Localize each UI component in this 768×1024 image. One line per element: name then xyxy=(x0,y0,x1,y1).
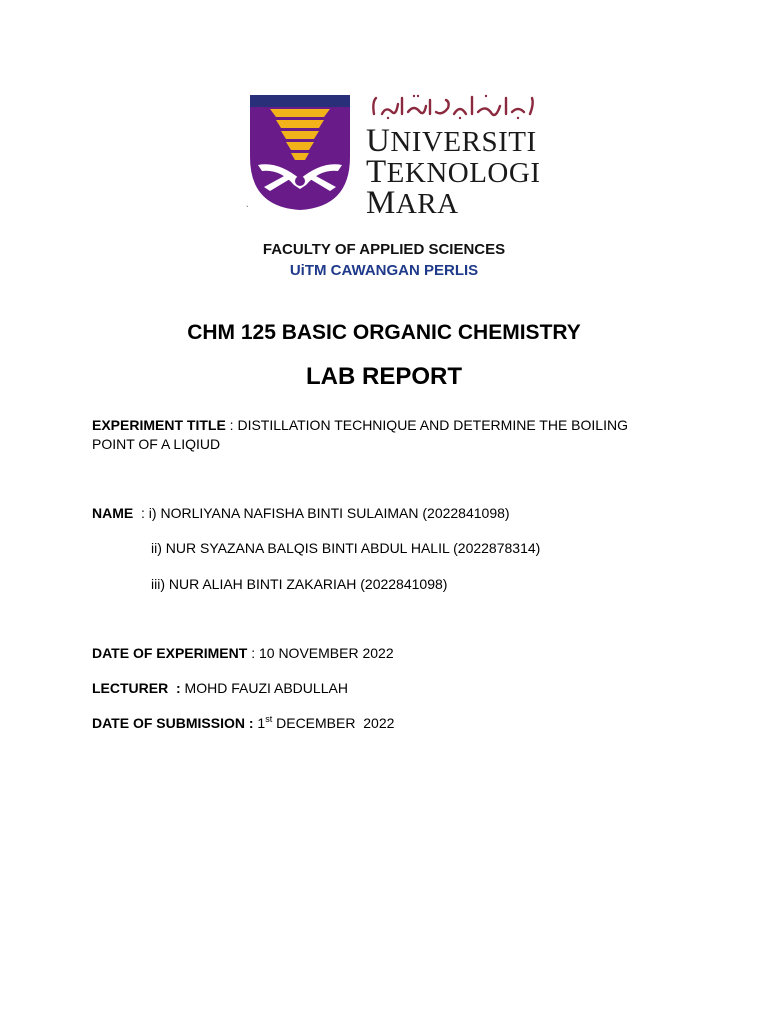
logo-initial: U xyxy=(366,123,391,159)
lecturer-value: MOHD FAUZI ABDULLAH xyxy=(180,680,348,696)
name-line-1 xyxy=(92,504,510,523)
logo-word-mara xyxy=(366,187,459,220)
date-of-experiment xyxy=(92,644,394,663)
faculty-heading: FACULTY OF APPLIED SCIENCES xyxy=(262,241,506,258)
date-of-experiment-label: DATE OF EXPERIMENT xyxy=(92,645,248,661)
experiment-title-label: EXPERIMENT TITLE xyxy=(92,417,226,433)
jawi-wordmark xyxy=(368,92,538,120)
lecturer-label: LECTURER : xyxy=(92,680,181,696)
name-first: : i) NORLIYANA NAFISHA BINTI SULAIMAN (2022841098) xyxy=(133,505,510,521)
date-of-submission-day: 1 xyxy=(253,715,266,731)
date-of-submission-label: DATE OF SUBMISSION : xyxy=(92,715,254,731)
date-of-experiment-value: : 10 NOVEMBER 2022 xyxy=(247,645,394,661)
logo-initial: T xyxy=(366,154,387,190)
experiment-title xyxy=(92,416,652,454)
date-of-submission-suffix: st xyxy=(265,714,273,724)
campus-heading: UiTM CAWANGAN PERLIS xyxy=(289,262,479,279)
experiment-title-value: : DISTILLATION TECHNIQUE AND DETERMINE THE BOILING POINT OF A LIQIUD xyxy=(92,417,628,452)
uitm-crest-icon xyxy=(250,95,350,210)
logo-rest: EKNOLOGI xyxy=(386,157,541,189)
logo-initial: M xyxy=(366,185,396,221)
logo-word-universiti xyxy=(366,125,537,158)
date-of-submission xyxy=(92,714,394,733)
stray-mark: ` xyxy=(246,205,249,214)
report-title: LAB REPORT xyxy=(306,363,462,390)
course-title: CHM 125 BASIC ORGANIC CHEMISTRY xyxy=(187,321,581,344)
logo-rest: NIVERSITI xyxy=(390,126,537,158)
jawi-script-icon xyxy=(368,92,538,120)
uitm-logo xyxy=(250,92,550,221)
lecturer xyxy=(92,679,348,698)
date-of-submission-month-year: DECEMBER 2022 xyxy=(272,715,395,731)
logo-rest: ARA xyxy=(395,188,459,220)
name-line-3: iii) NUR ALIAH BINTI ZAKARIAH (2022841098) xyxy=(151,576,448,592)
name-line-2: ii) NUR SYAZANA BALQIS BINTI ABDUL HALIL (2022878314) xyxy=(151,540,541,556)
name-label: NAME xyxy=(92,505,134,521)
